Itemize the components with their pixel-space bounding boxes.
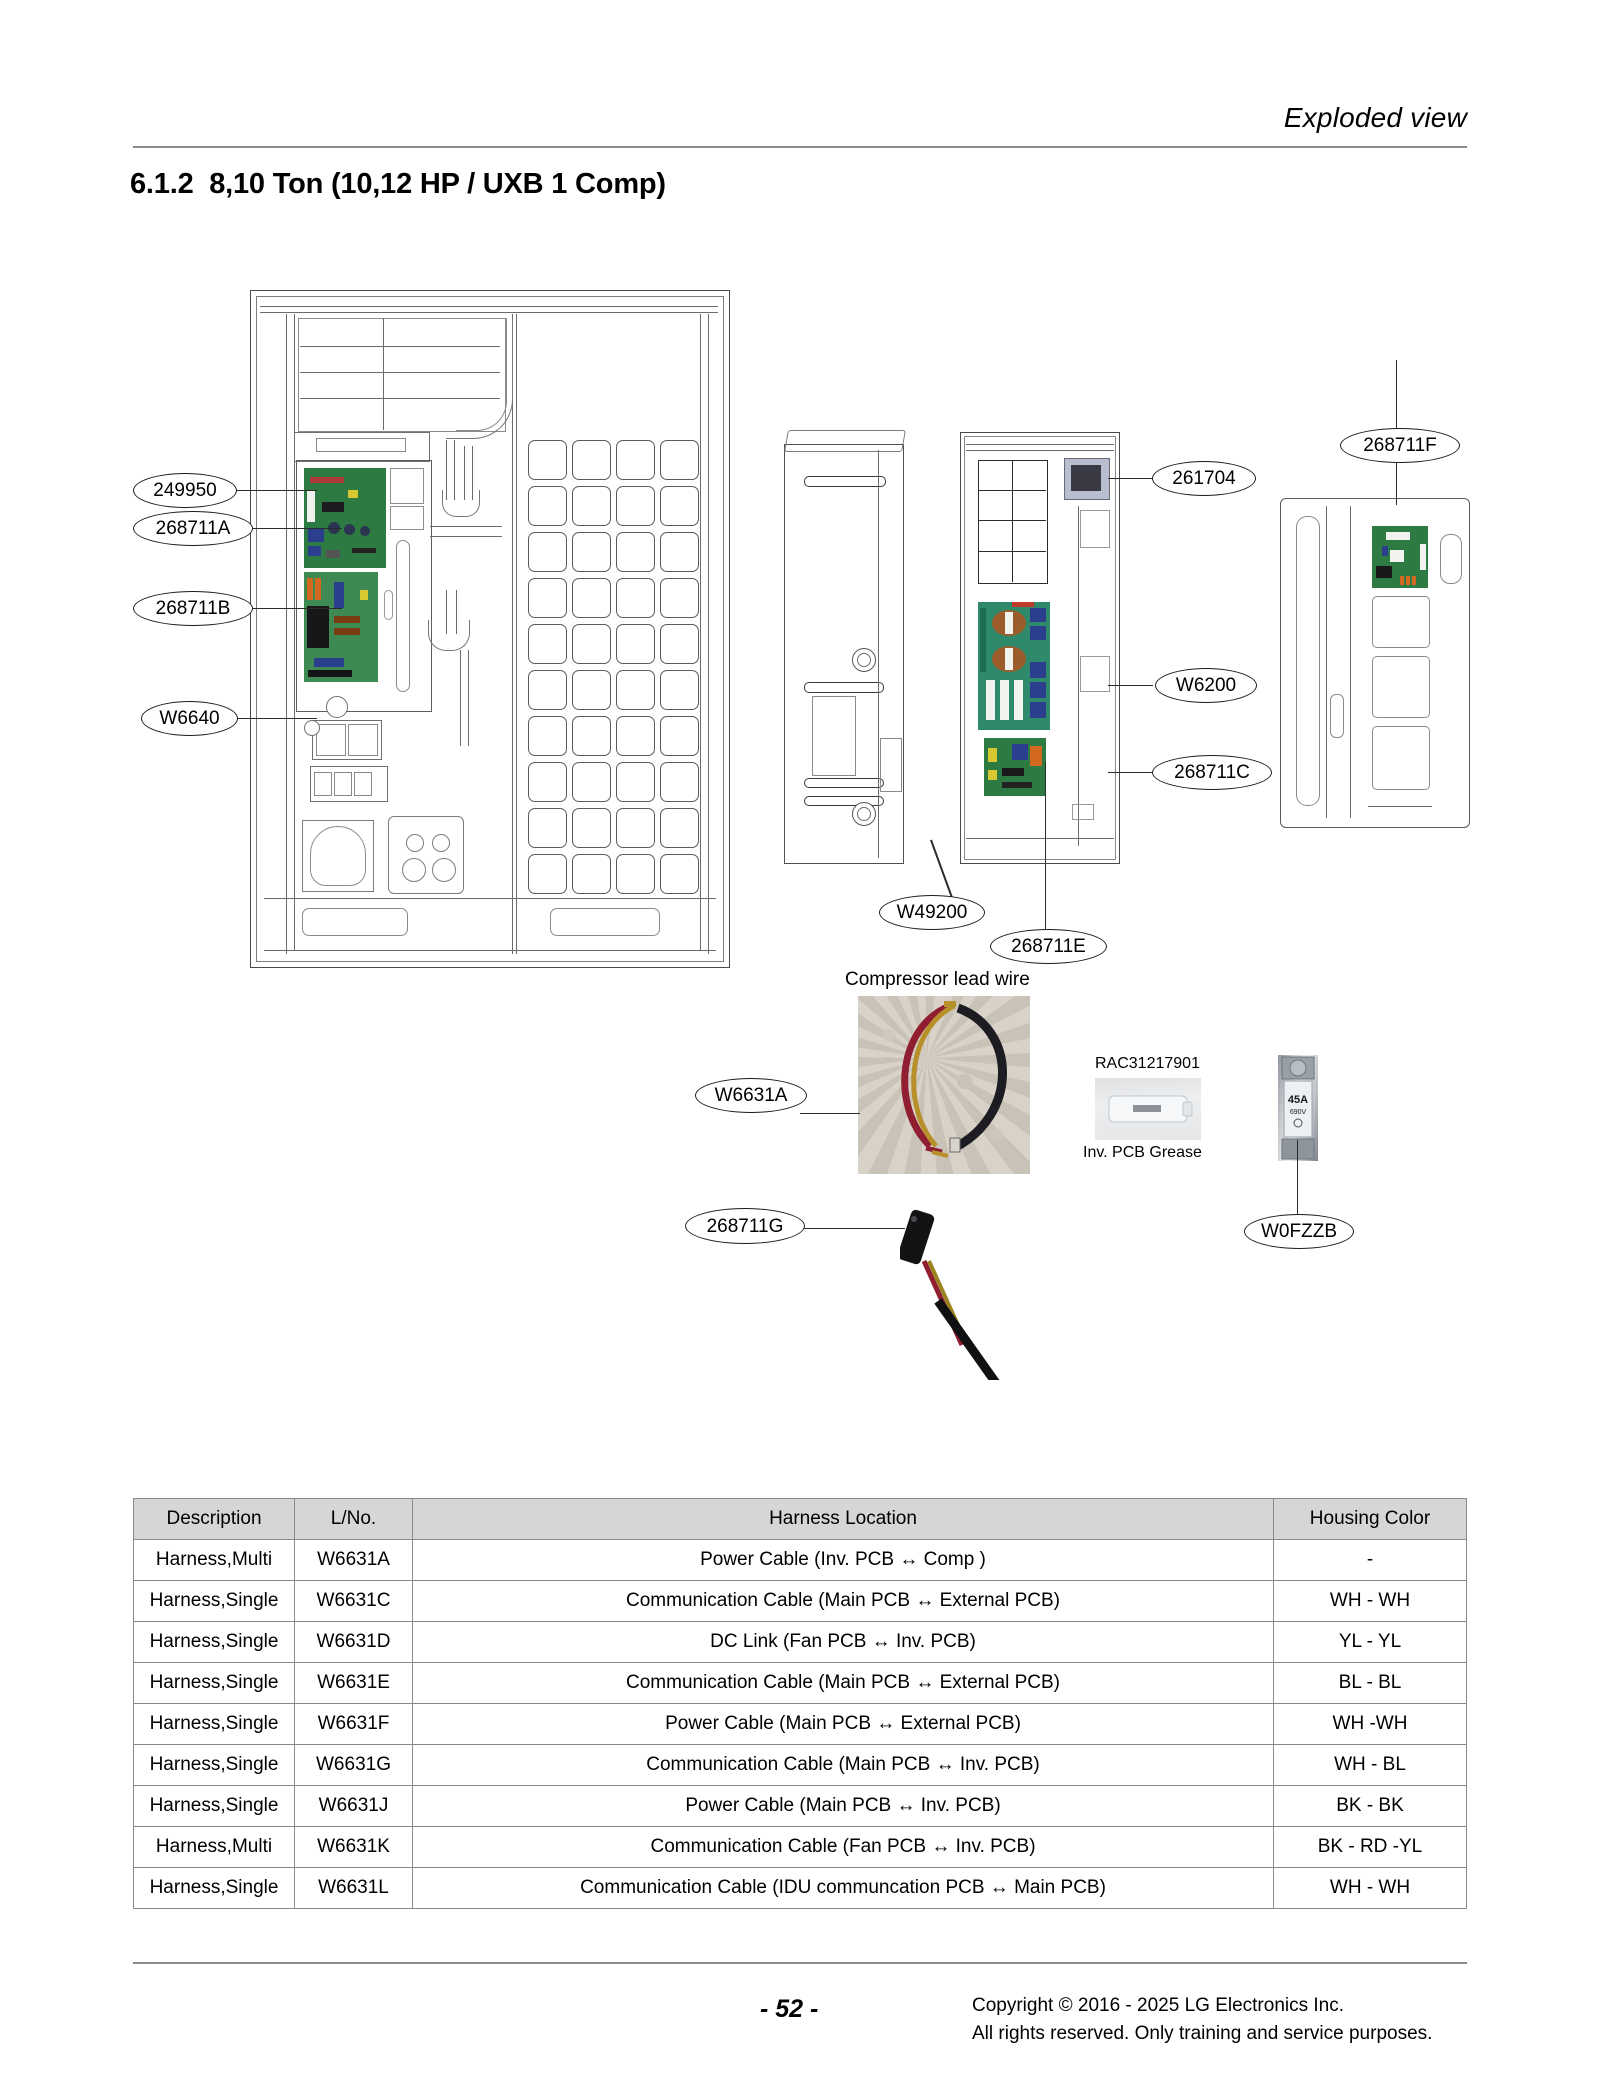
main-control-pcb-graphic [984, 738, 1046, 796]
page-number: - 52 - [760, 1995, 819, 2023]
callout-W0FZZB[interactable] [1244, 1214, 1354, 1249]
main-unit-drawing [250, 290, 730, 970]
side-panel-drawing [780, 420, 910, 870]
table-row [134, 1745, 1467, 1786]
callout-261704[interactable] [1152, 461, 1256, 496]
callout-label: W6200 [1175, 675, 1237, 696]
cell-description: Harness,Single [134, 1786, 295, 1827]
cell-location: Communication Cable (Main PCB ↔ Inv. PCB) [413, 1745, 1274, 1786]
callout-268711E[interactable] [990, 929, 1107, 964]
cell-lno: W6631G [295, 1745, 413, 1786]
inv-pcb-grease-photo [1095, 1078, 1201, 1140]
cell-description: Harness,Single [134, 1704, 295, 1745]
cell-housing-color: WH - BL [1274, 1745, 1467, 1786]
cell-housing-color: BK - RD -YL [1274, 1827, 1467, 1868]
cell-housing-color: BL - BL [1274, 1663, 1467, 1704]
copyright-line-1: Copyright © 2016 - 2025 LG Electronics Inc. [972, 1995, 1345, 2016]
callout-268711B[interactable] [133, 591, 253, 626]
table-row [134, 1868, 1467, 1909]
leader-line-W6631A [800, 1113, 860, 1114]
cell-location: Communication Cable (Main PCB ↔ External PCB) [413, 1663, 1274, 1704]
cell-lno: W6631C [295, 1581, 413, 1622]
header-divider [133, 146, 1467, 148]
main-pcb-graphic [304, 468, 386, 568]
grease-part-number: RAC31217901 [1095, 1055, 1200, 1072]
cell-housing-color: WH -WH [1274, 1704, 1467, 1745]
leader-line-W6640 [232, 718, 317, 719]
cell-lno: W6631E [295, 1663, 413, 1704]
cell-location: Power Cable (Inv. PCB ↔ Comp ) [413, 1540, 1274, 1581]
callout-label: 268711C [1174, 762, 1250, 783]
external-pcb-graphic [1372, 526, 1428, 588]
leader-line-261704 [1108, 478, 1153, 479]
inverter-module-graphic [978, 602, 1050, 730]
cell-description: Harness,Single [134, 1868, 295, 1909]
table-header-row [134, 1499, 1467, 1540]
section-number: 6.1.2 [130, 168, 194, 200]
col-lno: L/No. [295, 1499, 413, 1540]
copyright-line-2: All rights reserved. Only training and service purposes. [972, 2022, 1433, 2044]
inverter-pcb-graphic [304, 572, 378, 682]
callout-W49200[interactable] [879, 895, 985, 930]
callout-label: W6631A [714, 1085, 788, 1106]
col-description: Description [134, 1499, 295, 1540]
callout-268711F[interactable] [1340, 428, 1460, 463]
callout-label: 268711E [1011, 936, 1086, 957]
cell-location: Power Cable (Main PCB ↔ External PCB) [413, 1704, 1274, 1745]
cell-lno: W6631A [295, 1540, 413, 1581]
cell-location: Communication Cable (IDU communcation PCB ↔ Main PCB) [413, 1868, 1274, 1909]
callout-268711C[interactable] [1152, 755, 1272, 790]
table-row [134, 1786, 1467, 1827]
table-row [134, 1704, 1467, 1745]
cell-location: DC Link (Fan PCB ↔ Inv. PCB) [413, 1622, 1274, 1663]
thermistor-connector-photo [900, 1205, 1030, 1380]
cell-lno: W6631J [295, 1786, 413, 1827]
table-row [134, 1827, 1467, 1868]
copyright-block [972, 1992, 1432, 2047]
leader-line-268711E [1045, 762, 1046, 932]
table-row [134, 1663, 1467, 1704]
cell-description: Harness,Single [134, 1581, 295, 1622]
callout-label: 261704 [1172, 468, 1236, 489]
cell-lno: W6631L [295, 1868, 413, 1909]
callout-268711A[interactable] [133, 511, 253, 546]
callout-label: W49200 [896, 902, 968, 923]
cell-location: Communication Cable (Fan PCB ↔ Inv. PCB) [413, 1827, 1274, 1868]
callout-W6631A[interactable] [695, 1078, 807, 1113]
condenser-coil-grid [528, 440, 698, 902]
back-panel-drawing [1280, 498, 1470, 828]
callout-label: W0FZZB [1261, 1221, 1337, 1242]
cell-description: Harness,Single [134, 1663, 295, 1704]
leader-line-268711C [1108, 772, 1153, 773]
callout-label: 268711A [155, 518, 231, 539]
cell-housing-color: BK - BK [1274, 1786, 1467, 1827]
callout-W6640[interactable] [141, 701, 238, 736]
cell-description: Harness,Single [134, 1622, 295, 1663]
col-harness-location: Harness Location [413, 1499, 1274, 1540]
cell-housing-color: YL - YL [1274, 1622, 1467, 1663]
col-housing-color: Housing Color [1274, 1499, 1467, 1540]
section-title [130, 168, 666, 201]
cell-housing-color: WH - WH [1274, 1868, 1467, 1909]
cell-lno: W6631F [295, 1704, 413, 1745]
table-row [134, 1540, 1467, 1581]
reactor-block [978, 460, 1048, 584]
callout-label: 268711G [706, 1215, 784, 1237]
cell-housing-color: - [1274, 1540, 1467, 1581]
fuse-rating-text: 45A [1287, 1094, 1309, 1106]
callout-label: 268711B [155, 598, 231, 619]
callout-label: 249950 [153, 480, 217, 501]
noise-filter-module [1064, 458, 1110, 500]
callout-label: W6640 [159, 708, 220, 729]
compressor-lead-wire-photo [858, 996, 1030, 1174]
callout-249950[interactable] [133, 473, 237, 508]
cell-location: Communication Cable (Main PCB ↔ External PCB) [413, 1581, 1274, 1622]
table-row [134, 1622, 1467, 1663]
control-box-drawing [960, 420, 1120, 870]
page-header-title: Exploded view [1283, 102, 1467, 133]
cell-housing-color: WH - WH [1274, 1581, 1467, 1622]
cell-location: Power Cable (Main PCB ↔ Inv. PCB) [413, 1786, 1274, 1827]
compressor-lead-wire-caption: Compressor lead wire [845, 969, 1030, 990]
harness-table [133, 1498, 1467, 1909]
grease-caption: Inv. PCB Grease [1083, 1144, 1202, 1161]
cell-lno: W6631D [295, 1622, 413, 1663]
leader-line-W6200 [1108, 685, 1153, 686]
cell-description: Harness,Multi [134, 1540, 295, 1581]
callout-W6200[interactable] [1155, 668, 1257, 703]
cell-description: Harness,Multi [134, 1827, 295, 1868]
leader-line-268711G [790, 1228, 905, 1229]
fuse-voltage-text: 690V [1289, 1109, 1307, 1116]
callout-268711G[interactable] [685, 1208, 805, 1244]
leader-line-W49200 [930, 840, 953, 899]
cell-lno: W6631K [295, 1827, 413, 1868]
callout-label: 268711F [1363, 435, 1437, 456]
cell-description: Harness,Single [134, 1745, 295, 1786]
leader-line-249950 [232, 490, 317, 491]
table-row [134, 1581, 1467, 1622]
footer-divider [133, 1962, 1467, 1964]
section-title-text: 8,10 Ton (10,12 HP / UXB 1 Comp) [209, 168, 666, 200]
